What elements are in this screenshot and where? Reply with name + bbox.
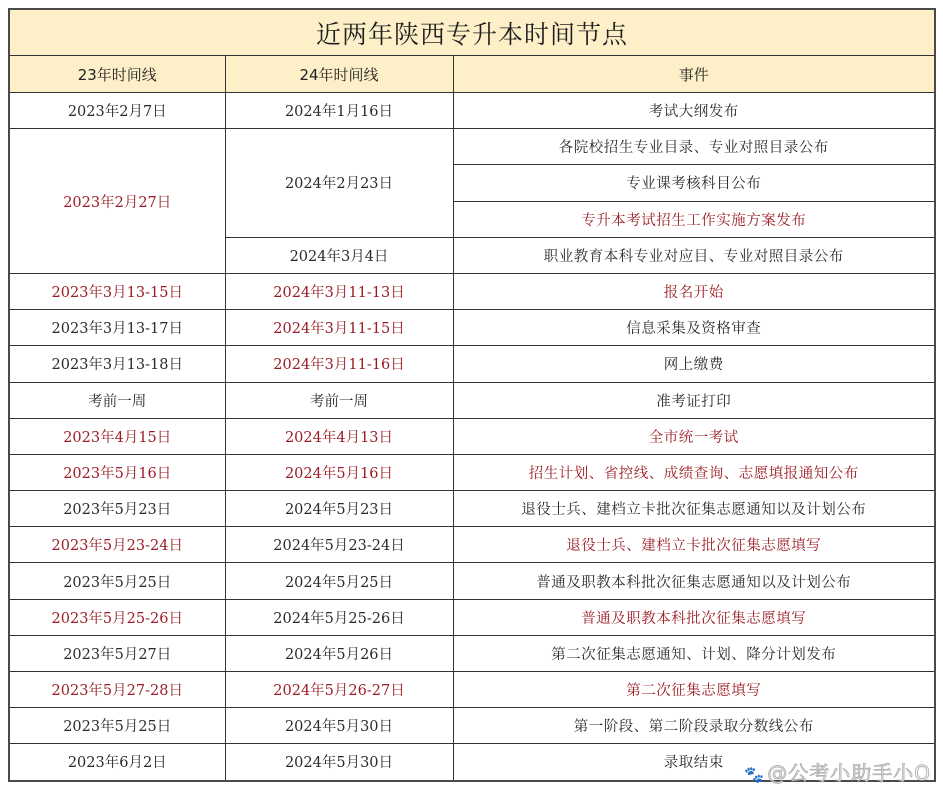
- date-2023: 2023年6月2日: [9, 744, 225, 781]
- table-row: [9, 563, 935, 599]
- table-row: [9, 273, 935, 309]
- date-2023: 2023年5月23-24日: [9, 527, 225, 563]
- event: 退役士兵、建档立卡批次征集志愿填写: [453, 527, 935, 563]
- date-2023: 2023年5月16日: [9, 454, 225, 490]
- table-row: [9, 635, 935, 671]
- date-2024: 2024年5月30日: [225, 708, 453, 744]
- date-2024: 2024年2月23日: [225, 129, 453, 238]
- date-2023: 2023年5月25日: [9, 708, 225, 744]
- header-2024: 24年时间线: [225, 56, 453, 93]
- date-2023: 2023年5月25日: [9, 563, 225, 599]
- header-row: [9, 56, 935, 93]
- event: 招生计划、省控线、成绩查询、志愿填报通知公布: [453, 454, 935, 490]
- table-row: [9, 708, 935, 744]
- table-title: 近两年陕西专升本时间节点: [9, 9, 935, 56]
- timeline-sheet: [8, 8, 934, 782]
- date-2024: 考前一周: [225, 382, 453, 418]
- event: 考试大纲发布: [453, 93, 935, 129]
- date-2023: 2023年3月13-15日: [9, 273, 225, 309]
- event: 各院校招生专业目录、专业对照目录公布: [453, 129, 935, 165]
- event: 第一阶段、第二阶段录取分数线公布: [453, 708, 935, 744]
- table-row: [9, 672, 935, 708]
- event: 专业课考核科目公布: [453, 165, 935, 201]
- date-2024: 2024年5月16日: [225, 454, 453, 490]
- date-2024: 2024年5月26-27日: [225, 672, 453, 708]
- event: 退役士兵、建档立卡批次征集志愿通知以及计划公布: [453, 491, 935, 527]
- table-row: [9, 346, 935, 382]
- table-row: [9, 93, 935, 129]
- event: 第二次征集志愿填写: [453, 672, 935, 708]
- event: 全市统一考试: [453, 418, 935, 454]
- date-2023: 2023年2月7日: [9, 93, 225, 129]
- date-2023: 考前一周: [9, 382, 225, 418]
- event: 录取结束: [453, 744, 935, 781]
- timeline-table: [8, 8, 936, 782]
- event: 报名开始: [453, 273, 935, 309]
- paw-icon: 🐾: [744, 765, 766, 784]
- table-row: [9, 129, 935, 165]
- date-2024: 2024年1月16日: [225, 93, 453, 129]
- event: 普通及职教本科批次征集志愿填写: [453, 599, 935, 635]
- table-row: [9, 382, 935, 418]
- table-row: [9, 599, 935, 635]
- date-2023: 2023年5月27-28日: [9, 672, 225, 708]
- event: 普通及职教本科批次征集志愿通知以及计划公布: [453, 563, 935, 599]
- date-2024: 2024年5月25-26日: [225, 599, 453, 635]
- date-2024: 2024年3月4日: [225, 237, 453, 273]
- event: 第二次征集志愿通知、计划、降分计划发布: [453, 635, 935, 671]
- table-row: [9, 454, 935, 490]
- date-2023: 2023年3月13-17日: [9, 310, 225, 346]
- date-2023: 2023年5月23日: [9, 491, 225, 527]
- date-2024: 2024年5月25日: [225, 563, 453, 599]
- event: 网上缴费: [453, 346, 935, 382]
- table-row: [9, 418, 935, 454]
- date-2024: 2024年3月11-16日: [225, 346, 453, 382]
- date-2024: 2024年5月23日: [225, 491, 453, 527]
- date-2024: 2024年5月26日: [225, 635, 453, 671]
- date-2024: 2024年5月30日: [225, 744, 453, 781]
- date-2024: 2024年5月23-24日: [225, 527, 453, 563]
- date-2024: 2024年3月11-15日: [225, 310, 453, 346]
- title-row: [9, 9, 935, 56]
- date-2024: 2024年3月11-13日: [225, 273, 453, 309]
- header-event: 事件: [453, 56, 935, 93]
- table-row: [9, 744, 935, 781]
- event: 职业教育本科专业对应目、专业对照目录公布: [453, 237, 935, 273]
- date-2024: 2024年4月13日: [225, 418, 453, 454]
- date-2023: 2023年2月27日: [9, 129, 225, 274]
- header-2023: 23年时间线: [9, 56, 225, 93]
- date-2023: 2023年4月15日: [9, 418, 225, 454]
- watermark-text: @公考小助手小O: [767, 761, 931, 785]
- date-2023: 2023年3月13-18日: [9, 346, 225, 382]
- event: 专升本考试招生工作实施方案发布: [453, 201, 935, 237]
- date-2023: 2023年5月27日: [9, 635, 225, 671]
- date-2023: 2023年5月25-26日: [9, 599, 225, 635]
- table-row: [9, 527, 935, 563]
- event: 准考证打印: [453, 382, 935, 418]
- table-row: [9, 310, 935, 346]
- event: 信息采集及资格审查: [453, 310, 935, 346]
- table-row: [9, 491, 935, 527]
